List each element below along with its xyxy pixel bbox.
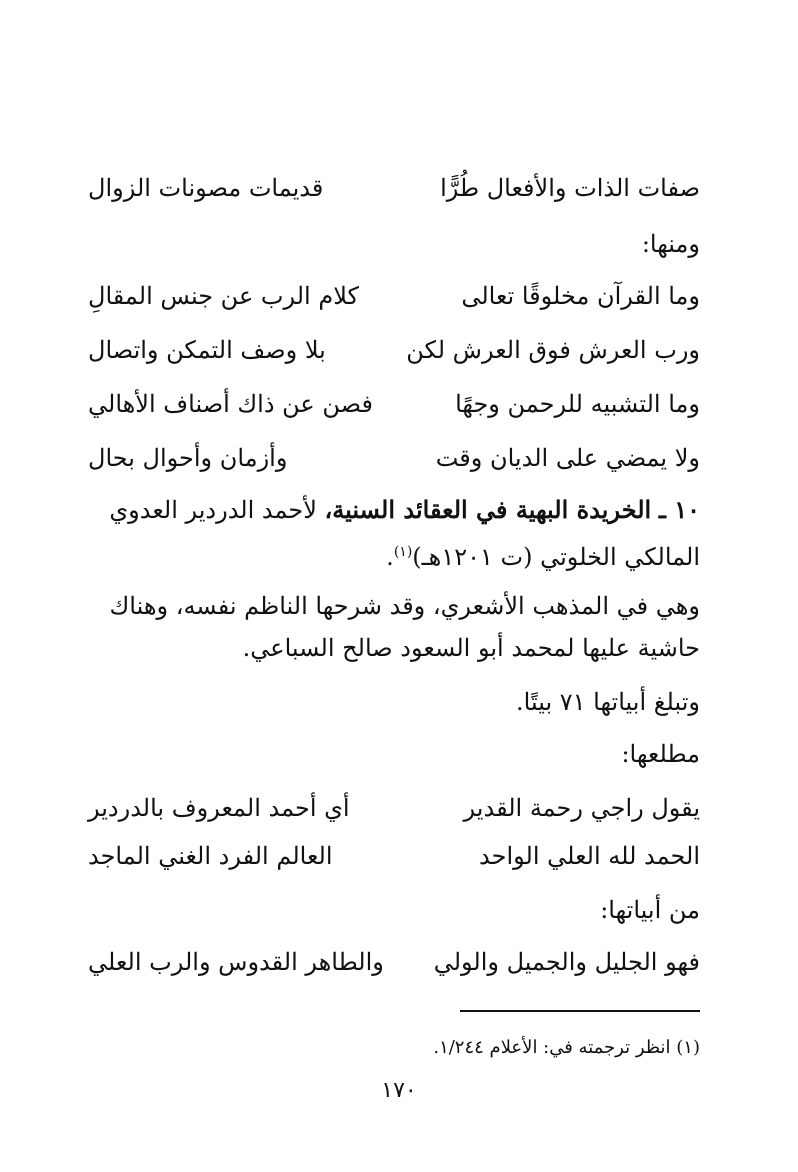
footnote-separator	[460, 1010, 700, 1012]
verse-line	[88, 940, 700, 984]
verse-line	[88, 382, 700, 426]
verse-line	[88, 436, 700, 480]
verse-second-hemistich: العالم الفرد الغني الماجد	[88, 842, 333, 870]
verse-second-hemistich: والطاهر القدوس والرب العلي	[88, 948, 384, 976]
verse-first-hemistich: صفات الذات والأفعال طُرًّا	[440, 174, 700, 202]
footnote: (١) انظر ترجمته في: الأعلام ١/٢٤٤.	[433, 1037, 700, 1058]
verse-first-hemistich: فهو الجليل والجميل والولي	[433, 948, 700, 976]
item-10-period: .	[386, 543, 394, 571]
item-10-author: لأحمد الدردير العدوي	[109, 496, 317, 524]
verse-first-hemistich: الحمد لله العلي الواحد	[479, 842, 700, 870]
footnote-ref: (١)	[393, 544, 413, 560]
item-10-author-cont: المالكي الخلوتي (ت ١٢٠١هـ)	[412, 543, 700, 571]
item-10-number: ١٠ ـ	[658, 495, 700, 524]
verse-first-hemistich: وما القرآن مخلوقًا تعالى	[461, 282, 700, 310]
item-10-line2	[88, 530, 700, 579]
verse-second-hemistich: قديمات مصونات الزوال	[88, 174, 324, 202]
para-desc-line2: حاشية عليها لمحمد أبو السعود صالح السباعي.	[242, 634, 700, 662]
verse-first-hemistich: وما التشبيه للرحمن وجهًا	[455, 390, 700, 418]
verse-line	[88, 166, 700, 210]
verse-second-hemistich: بلا وصف التمكن واتصال	[88, 336, 326, 364]
page-number: ١٧٠	[381, 1078, 417, 1103]
verse-line	[88, 834, 700, 878]
verse-second-hemistich: كلام الرب عن جنس المقالِ	[88, 282, 359, 310]
verse-line	[88, 328, 700, 372]
verse-second-hemistich: وأزمان وأحوال بحال	[88, 444, 288, 472]
verse-first-hemistich: يقول راجي رحمة القدير	[463, 794, 700, 822]
heading-matlaa: مطلعها:	[621, 740, 700, 768]
verses-count: وتبلغ أبياتها ٧١ بيتًا.	[516, 688, 700, 716]
item-10-line1	[88, 488, 700, 532]
verse-first-hemistich: ولا يمضي على الديان وقت	[435, 444, 700, 472]
heading-minha: ومنها:	[641, 230, 700, 258]
heading-abyat: من أبياتها:	[600, 896, 700, 924]
verse-line	[88, 786, 700, 830]
verse-first-hemistich: ورب العرش فوق العرش لكن	[406, 336, 700, 364]
verse-line	[88, 274, 700, 318]
para-desc-line1: وهي في المذهب الأشعري، وقد شرحها الناظم نفسه، وهناك	[109, 592, 700, 620]
item-10-title: الخريدة البهية في العقائد السنية،	[324, 495, 652, 524]
verse-second-hemistich: فصن عن ذاك أصناف الأهالي	[88, 390, 373, 418]
verse-second-hemistich: أي أحمد المعروف بالدردير	[88, 794, 350, 822]
